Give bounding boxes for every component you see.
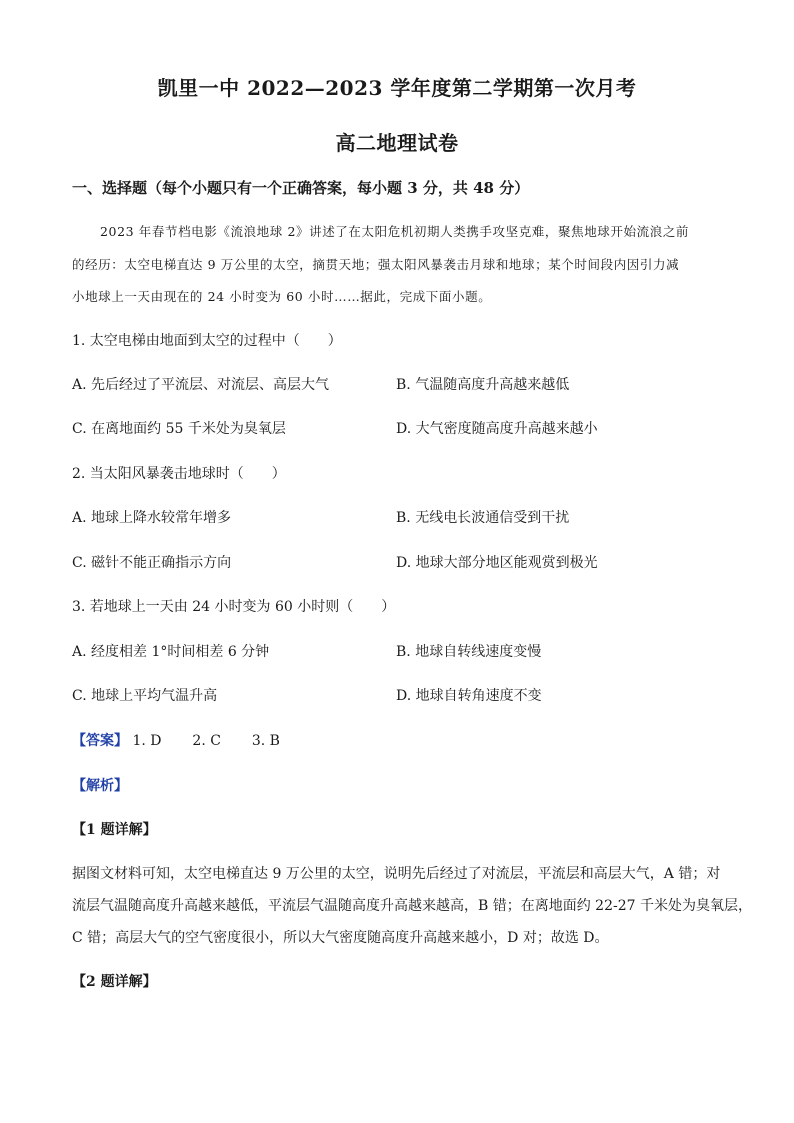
answer-tag: 【答案】 <box>72 733 128 749</box>
option-d: D. 大气密度随高度升高越来越小 <box>396 421 598 437</box>
detail-heading: 【1 题详解】 <box>72 822 157 838</box>
answer-item: 1. D <box>132 733 162 749</box>
option-c: C. 磁针不能正确指示方向 <box>72 555 232 571</box>
question-stem: 2. 当太阳风暴袭击地球时（ ） <box>72 466 286 482</box>
option-d: D. 地球大部分地区能观赏到极光 <box>396 555 598 571</box>
answer-item: 2. C <box>192 733 221 749</box>
option-c: C. 地球上平均气温升高 <box>72 688 218 704</box>
question-stem: 1. 太空电梯由地面到太空的过程中（ ） <box>72 333 342 349</box>
option-c: C. 在离地面约 55 千米处为臭氧层 <box>72 421 286 437</box>
detail-line: C 错；高层大气的空气密度很小，所以大气密度随高度升高越来越小，D 对；故选 D。 <box>72 930 609 946</box>
detail-heading: 【2 题详解】 <box>72 974 157 990</box>
section-heading: 一、选择题（每个小题只有一个正确答案，每小题 3 分，共 48 分） <box>72 179 530 197</box>
answer-item: 3. B <box>251 733 280 749</box>
option-a: A. 地球上降水较常年增多 <box>72 510 232 526</box>
option-d: D. 地球自转角速度不变 <box>396 688 542 704</box>
question-stem: 3. 若地球上一天由 24 小时变为 60 小时则（ ） <box>72 599 396 615</box>
answer-line <box>72 730 280 750</box>
passage-line: 2023 年春节档电影《流浪地球 2》讲述了在太阳危机初期人类携手攻坚克难，聚焦地球开始流浪之前 <box>100 224 690 239</box>
detail-line: 流层气温随高度升高越来越低，平流层气温随高度升高越来越高，B 错；在离地面约 22-27 千米处为臭氧层， <box>72 898 752 914</box>
exam-subtitle: 高二地理试卷 <box>335 131 459 155</box>
exam-title: 凯里一中 2022—2023 学年度第二学期第一次月考 <box>157 76 637 100</box>
option-b: B. 无线电长波通信受到干扰 <box>396 510 570 526</box>
passage-line: 的经历：太空电梯直达 9 万公里的太空，摘贯天地；强太阳风暴袭击月球和地球；某个时间段内因引力减 <box>72 257 680 272</box>
detail-line: 据图文材料可知，太空电梯直达 9 万公里的太空，说明先后经过了对流层，平流层和高层大气，A 错；对 <box>72 866 721 882</box>
passage-line: 小地球上一天由现在的 24 小时变为 60 小时……据此，完成下面小题。 <box>72 289 492 304</box>
option-b: B. 气温随高度升高越来越低 <box>396 377 570 393</box>
analysis-tag: 【解析】 <box>72 778 128 794</box>
option-b: B. 地球自转线速度变慢 <box>396 644 542 660</box>
option-a: A. 经度相差 1°时间相差 6 分钟 <box>72 644 270 660</box>
option-a: A. 先后经过了平流层、对流层、高层大气 <box>72 377 330 393</box>
